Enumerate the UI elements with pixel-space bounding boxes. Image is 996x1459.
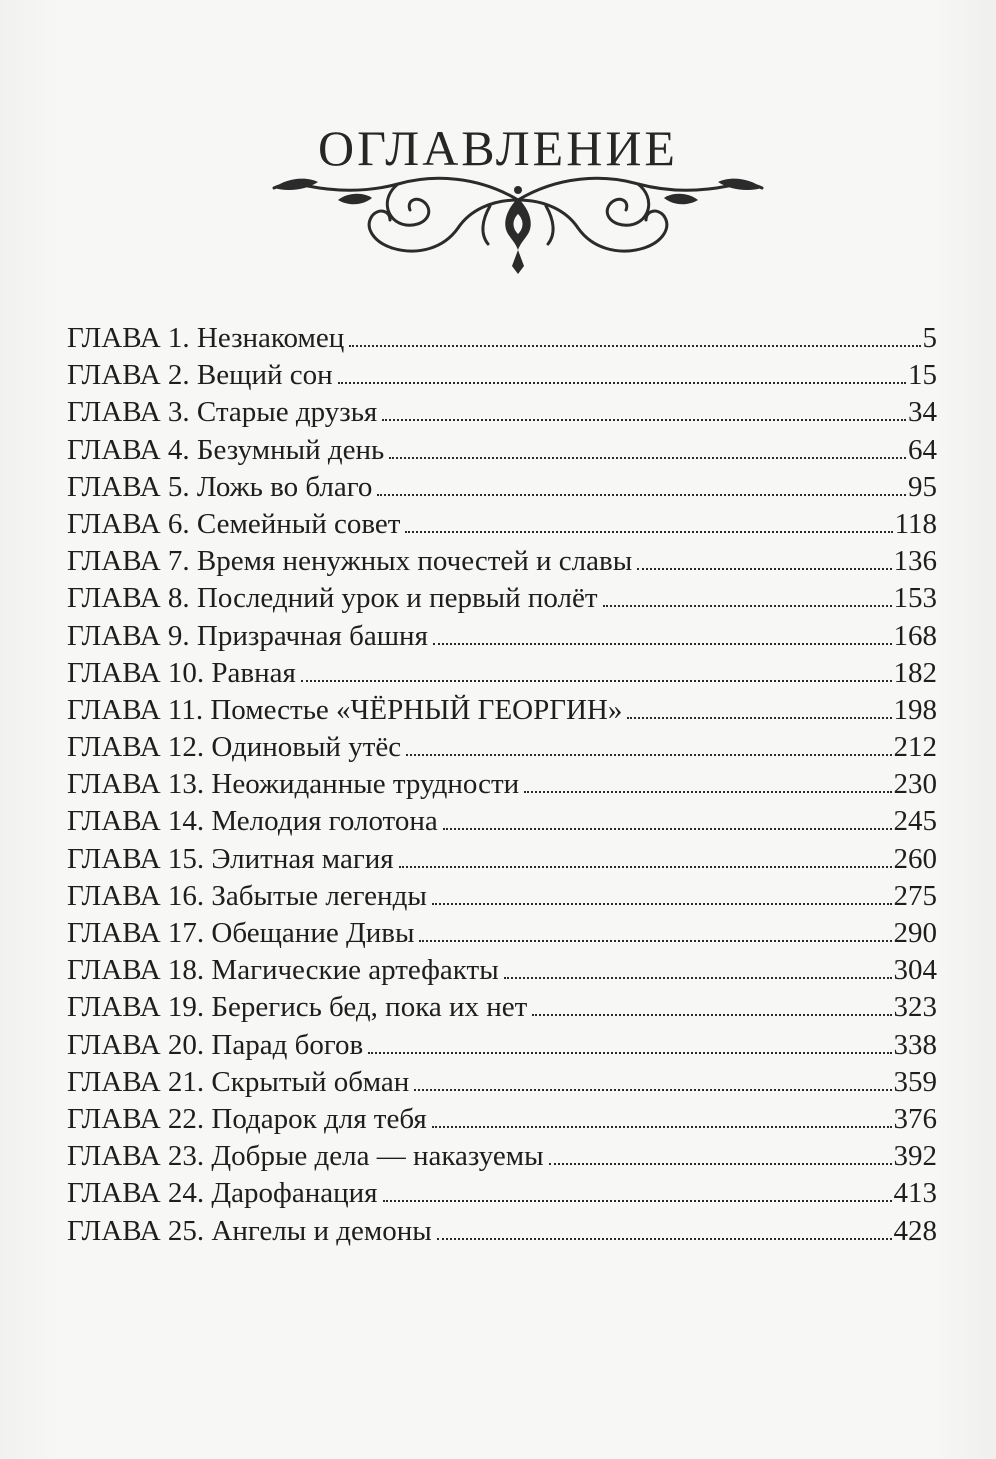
- chapter-title: ГЛАВА 16. Забытые легенды: [67, 879, 427, 912]
- chapter-title: ГЛАВА 15. Элитная магия: [67, 842, 394, 875]
- dot-leader: [338, 382, 906, 384]
- dot-leader: [437, 1238, 892, 1240]
- toc-entry: [67, 952, 937, 989]
- dot-leader: [432, 1126, 892, 1128]
- chapter-title: ГЛАВА 25. Ангелы и демоны: [67, 1214, 432, 1247]
- chapter-title: ГЛАВА 23. Добрые дела — наказуемы: [67, 1140, 544, 1173]
- dot-leader: [389, 457, 906, 459]
- page-number: 392: [893, 1140, 937, 1173]
- page-number: 338: [893, 1028, 937, 1061]
- chapter-title: ГЛАВА 24. Дарофанация: [67, 1177, 378, 1210]
- dot-leader: [349, 345, 920, 347]
- chapter-title: ГЛАВА 10. Равная: [67, 656, 296, 689]
- toc-entry: [67, 878, 937, 915]
- toc-entry: [67, 989, 937, 1026]
- dot-leader: [419, 940, 891, 942]
- page-number: 212: [893, 731, 937, 764]
- chapter-title: ГЛАВА 18. Магические артефакты: [67, 954, 499, 987]
- page-number: 198: [893, 693, 937, 726]
- toc-entry: [67, 580, 937, 617]
- page-number: 323: [893, 991, 937, 1024]
- toc-entry: [67, 803, 937, 840]
- dot-leader: [532, 1014, 891, 1016]
- page-number: 304: [893, 954, 937, 987]
- page-number: 230: [893, 768, 937, 801]
- chapter-title: ГЛАВА 11. Поместье «ЧЁРНЫЙ ГЕОРГИН»: [67, 693, 623, 726]
- chapter-title: ГЛАВА 1. Незнакомец: [67, 322, 345, 354]
- dot-leader: [637, 568, 891, 570]
- toc-entry: [67, 320, 937, 357]
- chapter-title: ГЛАВА 6. Семейный совет: [67, 507, 401, 540]
- toc-entry: [67, 469, 937, 506]
- chapter-title: ГЛАВА 14. Мелодия голотона: [67, 805, 438, 838]
- toc-entry: [67, 394, 937, 431]
- dot-leader: [432, 903, 892, 905]
- chapter-title: ГЛАВА 3. Старые друзья: [67, 396, 378, 429]
- page-number: 245: [893, 805, 937, 838]
- toc-entry: [67, 506, 937, 543]
- page-number: 64: [908, 433, 937, 466]
- chapter-title: ГЛАВА 2. Вещий сон: [67, 359, 333, 392]
- chapter-title: ГЛАВА 9. Призрачная башня: [67, 619, 428, 652]
- toc-entry: [67, 618, 937, 655]
- toc-entry: [67, 1175, 937, 1212]
- dot-leader: [549, 1163, 892, 1165]
- toc-entry: [67, 543, 937, 580]
- dot-leader: [301, 680, 892, 682]
- toc-entry: [67, 915, 937, 952]
- dot-leader: [382, 419, 906, 421]
- toc-entry: [67, 1027, 937, 1064]
- page-number: 359: [893, 1065, 937, 1098]
- page-number: 182: [893, 656, 937, 689]
- toc-entry: [67, 692, 937, 729]
- dot-leader: [383, 1200, 892, 1202]
- page-number: 5: [922, 322, 937, 354]
- page-number: 260: [893, 842, 937, 875]
- chapter-title: ГЛАВА 21. Скрытый обман: [67, 1065, 410, 1098]
- page-title: ОГЛАВЛЕНИЕ: [318, 120, 678, 176]
- dot-leader: [405, 531, 892, 533]
- page-number: 290: [893, 917, 937, 949]
- dot-leader: [443, 828, 892, 830]
- toc-entry: [67, 1138, 937, 1175]
- page-number: 376: [893, 1102, 937, 1135]
- page-number: 428: [893, 1214, 937, 1247]
- chapter-title: ГЛАВА 5. Ложь во благо: [67, 470, 373, 503]
- dot-leader: [368, 1052, 891, 1054]
- chapter-title: ГЛАВА 19. Берегись бед, пока их нет: [67, 991, 528, 1024]
- dot-leader: [406, 754, 891, 756]
- toc-entry: [67, 357, 937, 394]
- chapter-title: ГЛАВА 12. Одиновый утёс: [67, 731, 402, 764]
- dot-leader: [504, 977, 892, 979]
- page-number: 275: [893, 879, 937, 912]
- toc-entry: [67, 1064, 937, 1101]
- chapter-title: ГЛАВА 8. Последний урок и первый полёт: [67, 582, 598, 615]
- page-number: 15: [908, 359, 937, 392]
- chapter-title: ГЛАВА 4. Безумный день: [67, 433, 385, 466]
- page-number: 153: [893, 582, 937, 615]
- toc-entry: [67, 1101, 937, 1138]
- page-number: 118: [894, 507, 937, 540]
- toc-entry: [67, 766, 937, 803]
- page-number: 34: [908, 396, 937, 429]
- dot-leader: [433, 643, 892, 645]
- dot-leader: [627, 717, 891, 719]
- toc-entry: [67, 1213, 937, 1250]
- page-number: 136: [893, 545, 937, 578]
- toc-entry: [67, 432, 937, 469]
- chapter-title: ГЛАВА 20. Парад богов: [67, 1028, 364, 1061]
- dot-leader: [377, 494, 906, 496]
- dot-leader: [603, 605, 892, 607]
- floral-divider-icon: [268, 170, 768, 275]
- chapter-title: ГЛАВА 13. Неожиданные трудности: [67, 768, 520, 801]
- dot-leader: [414, 1089, 891, 1091]
- toc-entry: [67, 655, 937, 692]
- chapter-title: ГЛАВА 7. Время ненужных почестей и славы: [67, 545, 633, 578]
- dot-leader: [524, 791, 891, 793]
- chapter-title: ГЛАВА 17. Обещание Дивы: [67, 917, 415, 949]
- dot-leader: [399, 866, 892, 868]
- table-of-contents: [67, 320, 937, 1250]
- toc-entry: [67, 841, 937, 878]
- toc-entry: [67, 729, 937, 766]
- page-number: 168: [893, 619, 937, 652]
- page-number: 95: [908, 470, 937, 503]
- page-number: 413: [893, 1177, 937, 1210]
- chapter-title: ГЛАВА 22. Подарок для тебя: [67, 1102, 427, 1135]
